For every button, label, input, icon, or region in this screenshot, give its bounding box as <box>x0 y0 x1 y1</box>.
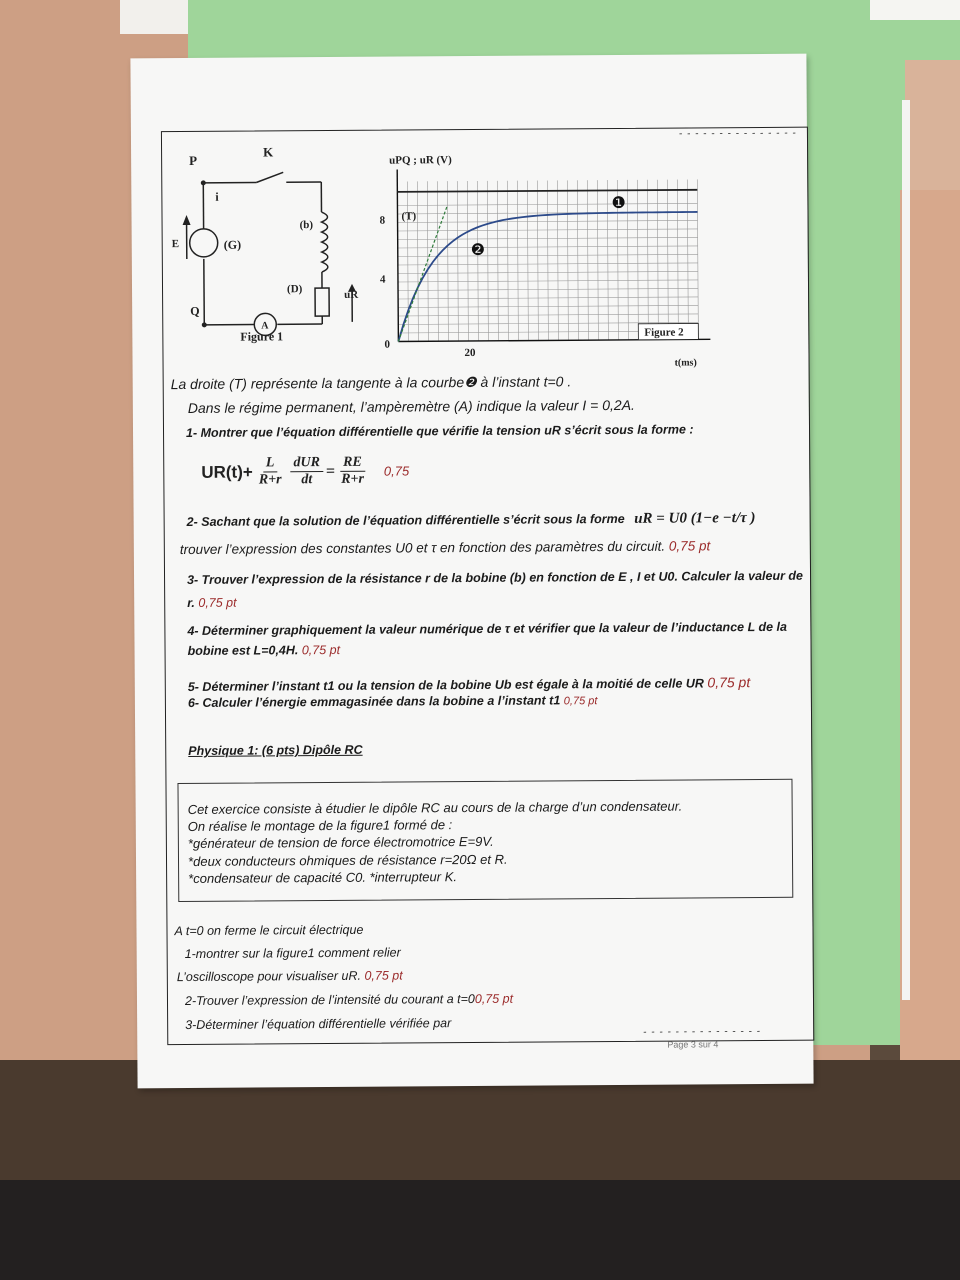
part2-line4-points: 0,75 pt <box>474 991 514 1006</box>
part2-line1: A t=0 on ferme le circuit électrique <box>174 922 364 939</box>
part2-line4-text: 2-Trouver l’expression de l’intensité du courant a t=0 <box>184 991 475 1009</box>
eq-frac3-den: R+r <box>341 471 364 487</box>
question-4: 4- Déterminer graphiquement la valeur numérique de τ et vérifier que la valeur de l’inductance L de la <box>187 619 787 638</box>
label-k: K <box>263 144 274 160</box>
tick-8: 8 <box>379 214 386 227</box>
eq-left: UR(t)+ <box>201 462 253 482</box>
q2-line2: trouver l’expression des constantes U0 et τ en fonction des paramètres du circuit. <box>179 538 666 558</box>
graph-xlabel: t(ms) <box>674 357 697 369</box>
tangent-label: (T) <box>401 210 417 223</box>
circuit-figure <box>171 142 359 344</box>
part2-line5: 3-Déterminer l’équation différentielle vérifiée par <box>185 1016 452 1033</box>
differential-equation <box>201 454 409 488</box>
intro-line1: La droite (T) représente la tangente à la courbe❷ à l’instant t=0 . <box>170 373 572 393</box>
q3-line2: r. <box>187 595 195 610</box>
question-6 <box>188 693 598 710</box>
part2-line3-text: L’oscilloscope pour visualiser uR. <box>176 968 361 985</box>
question-4-line2 <box>188 643 341 658</box>
top-dashes: - - - - - - - - - - - - - - - <box>678 127 797 140</box>
label-q: Q <box>190 303 200 318</box>
eq-frac1-den: R+r <box>258 472 282 488</box>
question-3: 3- Trouver l’expression de la résistance r de la bobine (b) en fonction de E , I et U0. Calculer la valeur de <box>187 568 804 587</box>
eq-frac2-den: dt <box>301 472 313 488</box>
q5-points: 0,75 pt <box>707 674 751 691</box>
tick-0: 0 <box>384 338 390 351</box>
desk-shadow <box>0 1180 960 1280</box>
paper-stack <box>905 60 960 200</box>
folder-edge <box>120 0 190 34</box>
curve1-label: ❶ <box>611 194 626 213</box>
exam-page <box>130 54 813 1089</box>
y-axis <box>397 170 398 342</box>
q5-text: 5- Déterminer l’instant t1 ou la tension de la bobine Ub est égale à la moitié de celle UR <box>187 676 704 694</box>
q3-points: 0,75 pt <box>198 595 237 610</box>
paper-stack-edge <box>902 100 910 1000</box>
eq-frac1 <box>256 455 285 488</box>
figure2-graph <box>379 149 721 371</box>
q2-points: 0,75 pt <box>668 538 711 554</box>
q4-line2: bobine est L=0,4H. <box>187 643 299 658</box>
figure1-caption: Figure 1 <box>240 329 284 344</box>
bottom-dashes: - - - - - - - - - - - - - - - <box>643 1025 762 1038</box>
eq-frac3-num: RE <box>340 455 365 472</box>
intro-line2: Dans le régime permanent, l’ampèremètre (A) indique la valeur I = 0,2A. <box>187 396 635 416</box>
label-d: (D) <box>286 283 303 296</box>
part2-line4 <box>185 992 513 1008</box>
box-line4: *deux conducteurs ohmiques de résistance r=20Ω et R. <box>187 851 508 869</box>
graph-ylabel: uPQ ; uR (V) <box>389 154 452 167</box>
q4-points: 0,75 pt <box>301 642 341 658</box>
box-line3: *générateur de tension de force électromotrice E=9V. <box>187 833 494 851</box>
label-b: (b) <box>299 219 314 232</box>
eq-frac3 <box>338 455 367 488</box>
label-e: E <box>171 238 180 251</box>
question-1: 1- Montrer que l’équation différentielle que vérifie la tension uR s’écrit sous la forme : <box>185 422 694 440</box>
eq-frac2 <box>290 455 323 488</box>
curve1-line <box>397 190 697 192</box>
box-line5: *condensateur de capacité C0. *interrupteur K. <box>188 869 458 886</box>
curve2-label: ❷ <box>470 241 486 260</box>
part2-line3 <box>177 968 403 984</box>
eq-frac2-num: dUR <box>290 455 323 472</box>
section-title: Physique 1: (6 pts) Dipôle RC <box>188 742 363 758</box>
q6-points: 0,75 pt <box>563 695 598 708</box>
tick-4: 4 <box>379 273 386 286</box>
ammeter-label: A <box>261 320 269 332</box>
figure2-caption: Figure 2 <box>644 326 684 339</box>
q6-text: 6- Calculer l’énergie emmagasinée dans la bobine a l’instant t1 <box>187 693 561 710</box>
label-ur: uR <box>344 288 359 301</box>
label-i: i <box>215 189 219 204</box>
q2-text: 2- Sachant que la solution de l’équation différentielle s’écrit sous la forme <box>186 511 625 529</box>
page-number: Page 3 sur 4 <box>667 1039 719 1050</box>
part2-line2: 1-montrer sur la figure1 comment relier <box>184 945 401 962</box>
question-3-line2 <box>187 596 236 610</box>
label-p: P <box>189 152 198 168</box>
paper-edge <box>870 0 960 20</box>
part2-line3-points: 0,75 pt <box>364 968 403 983</box>
q2-formula: uR = U0 (1−e −t/τ ) <box>634 510 756 527</box>
box-line2: On réalise le montage de la figure1 formé de : <box>187 817 453 834</box>
label-g: (G) <box>223 237 242 252</box>
tick-20: 20 <box>464 346 476 360</box>
eq-sign: = <box>325 462 336 480</box>
q1-points: 0,75 <box>383 463 410 479</box>
box-line1: Cet exercice consiste à étudier le dipôle RC au cours de la charge d’un condensateur. <box>187 798 683 817</box>
eq-frac1-num: L <box>263 455 278 472</box>
